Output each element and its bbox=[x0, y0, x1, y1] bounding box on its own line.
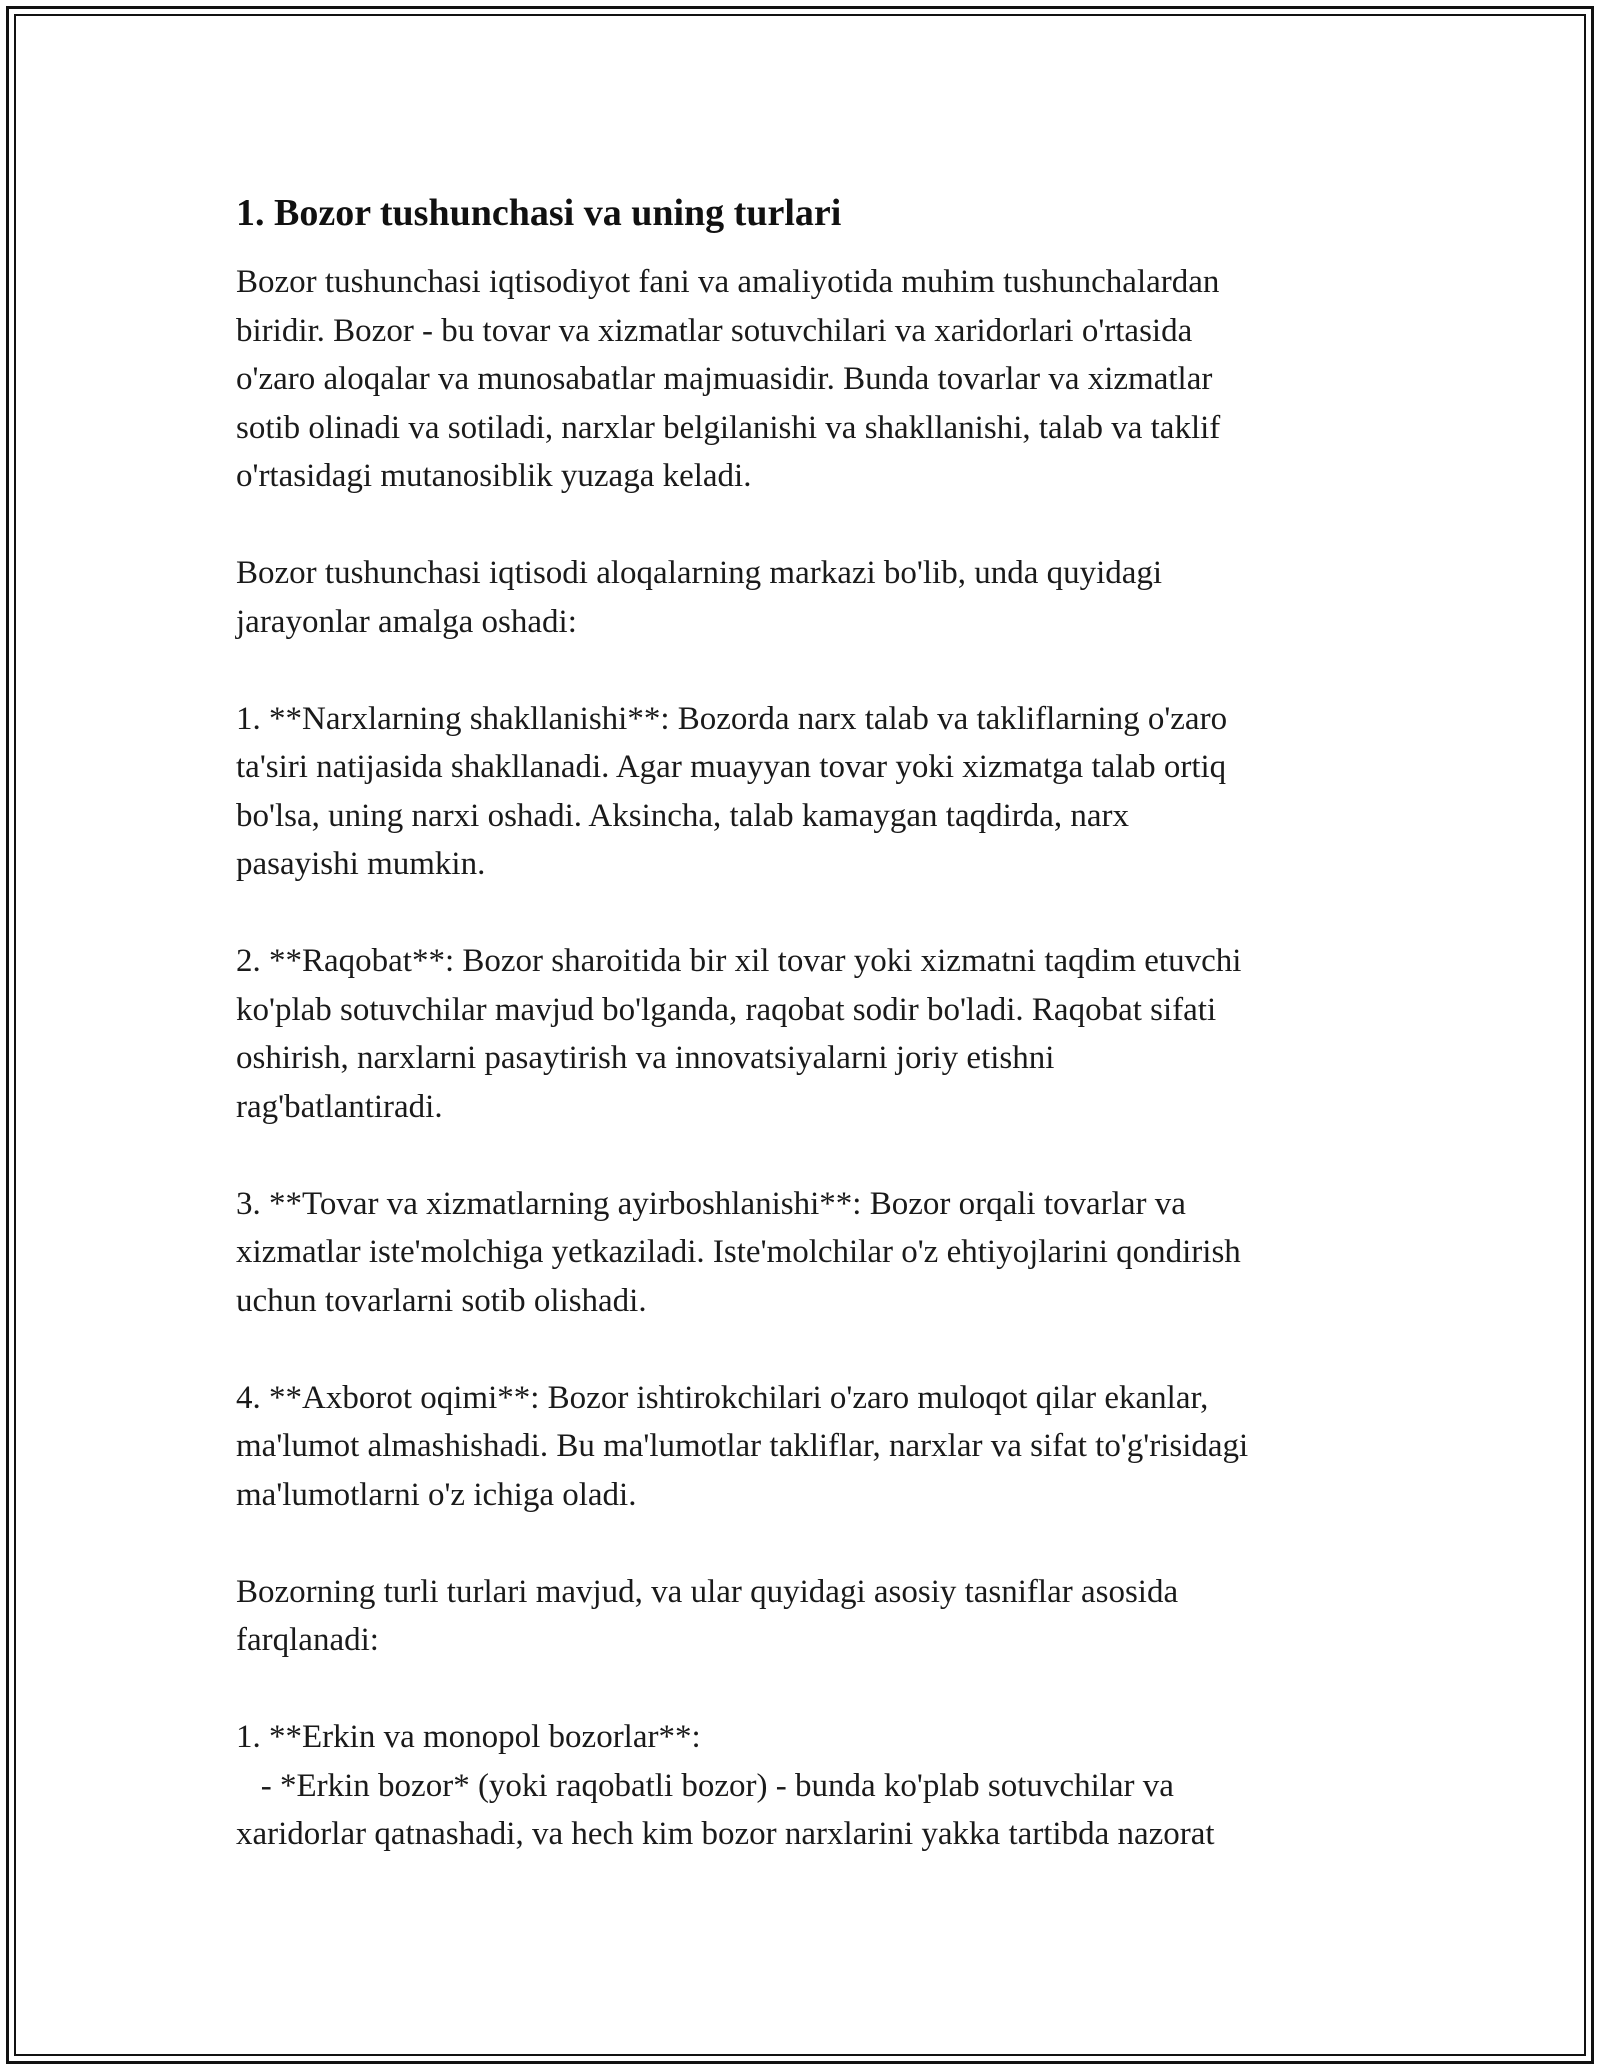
document-page bbox=[236, 186, 1366, 1859]
paragraph-market-processes-intro: Bozor tushunchasi iqtisodi aloqalarning markazi bo'lib, unda quyidagi jarayonlar amalga oshadi: bbox=[236, 555, 1163, 640]
list-item-goods-exchange: 3. **Tovar va xizmatlarning ayirboshlanishi**: Bozor orqali tovarlar va xizmatlar iste'molchiga yetkaziladi. Iste'molchilar o'z ehtiyojlarini qondirish uchun tovarlarni sotib olishadi. bbox=[236, 1185, 1241, 1319]
paragraph-market-types-intro: Bozorning turli turlari mavjud, va ular quyidagi asosiy tasniflar asosida farqlanadi: bbox=[236, 1573, 1179, 1658]
list-item-competition: 2. **Raqobat**: Bozor sharoitida bir xil tovar yoki xizmatni taqdim etuvchi ko'plab sotuvchilar mavjud bo'lganda, raqobat sodir bo'ladi. Raqobat sifati oshirish, narxlarni pasaytirish va innovatsiyalarni joriy etishni rag'batlantiradi. bbox=[236, 943, 1242, 1125]
paragraph-market-definition: Bozor tushunchasi iqtisodiyot fani va amaliyotida muhim tushunchalardan biridir. Bozor - bu tovar va xizmatlar sotuvchilari va xaridorlari o'rtasida o'zaro aloqalar va munosabatlar majmuasidir. Bunda tovarlar va xizmatlar sotib olinadi va sotiladi, narxlar belgilanishi va shakllanishi, talab va taklif o'rtasidagi mutanosiblik yuzaga keladi. bbox=[236, 264, 1221, 494]
section-heading: 1. Bozor tushunchasi va uning turlari bbox=[236, 192, 842, 234]
list-item-information-flow: 4. **Axborot oqimi**: Bozor ishtirokchilari o'zaro muloqot qilar ekanlar, ma'lumot almashishadi. Bu ma'lumotlar takliflar, narxlar va sifat to'g'risidagi ma'lumotlarni o'z ichiga oladi. bbox=[236, 1379, 1249, 1513]
list-item-price-formation: 1. **Narxlarning shakllanishi**: Bozorda narx talab va takliflarning o'zaro ta'siri natijasida shakllanadi. Agar muayyan tovar yoki xizmatga talab ortiq bo'lsa, uning narxi oshadi. Aksincha, talab kamaygan taqdirda, narx pasayishi mumkin. bbox=[236, 700, 1228, 882]
list-item-free-and-monopoly-markets: 1. **Erkin va monopol bozorlar**: - *Erkin bozor* (yoki raqobatli bozor) - bunda ko'plab sotuvchilar va xaridorlar qatnashadi, va hech kim bozor narxlarini yakka tartibda nazorat bbox=[236, 1719, 1215, 1852]
